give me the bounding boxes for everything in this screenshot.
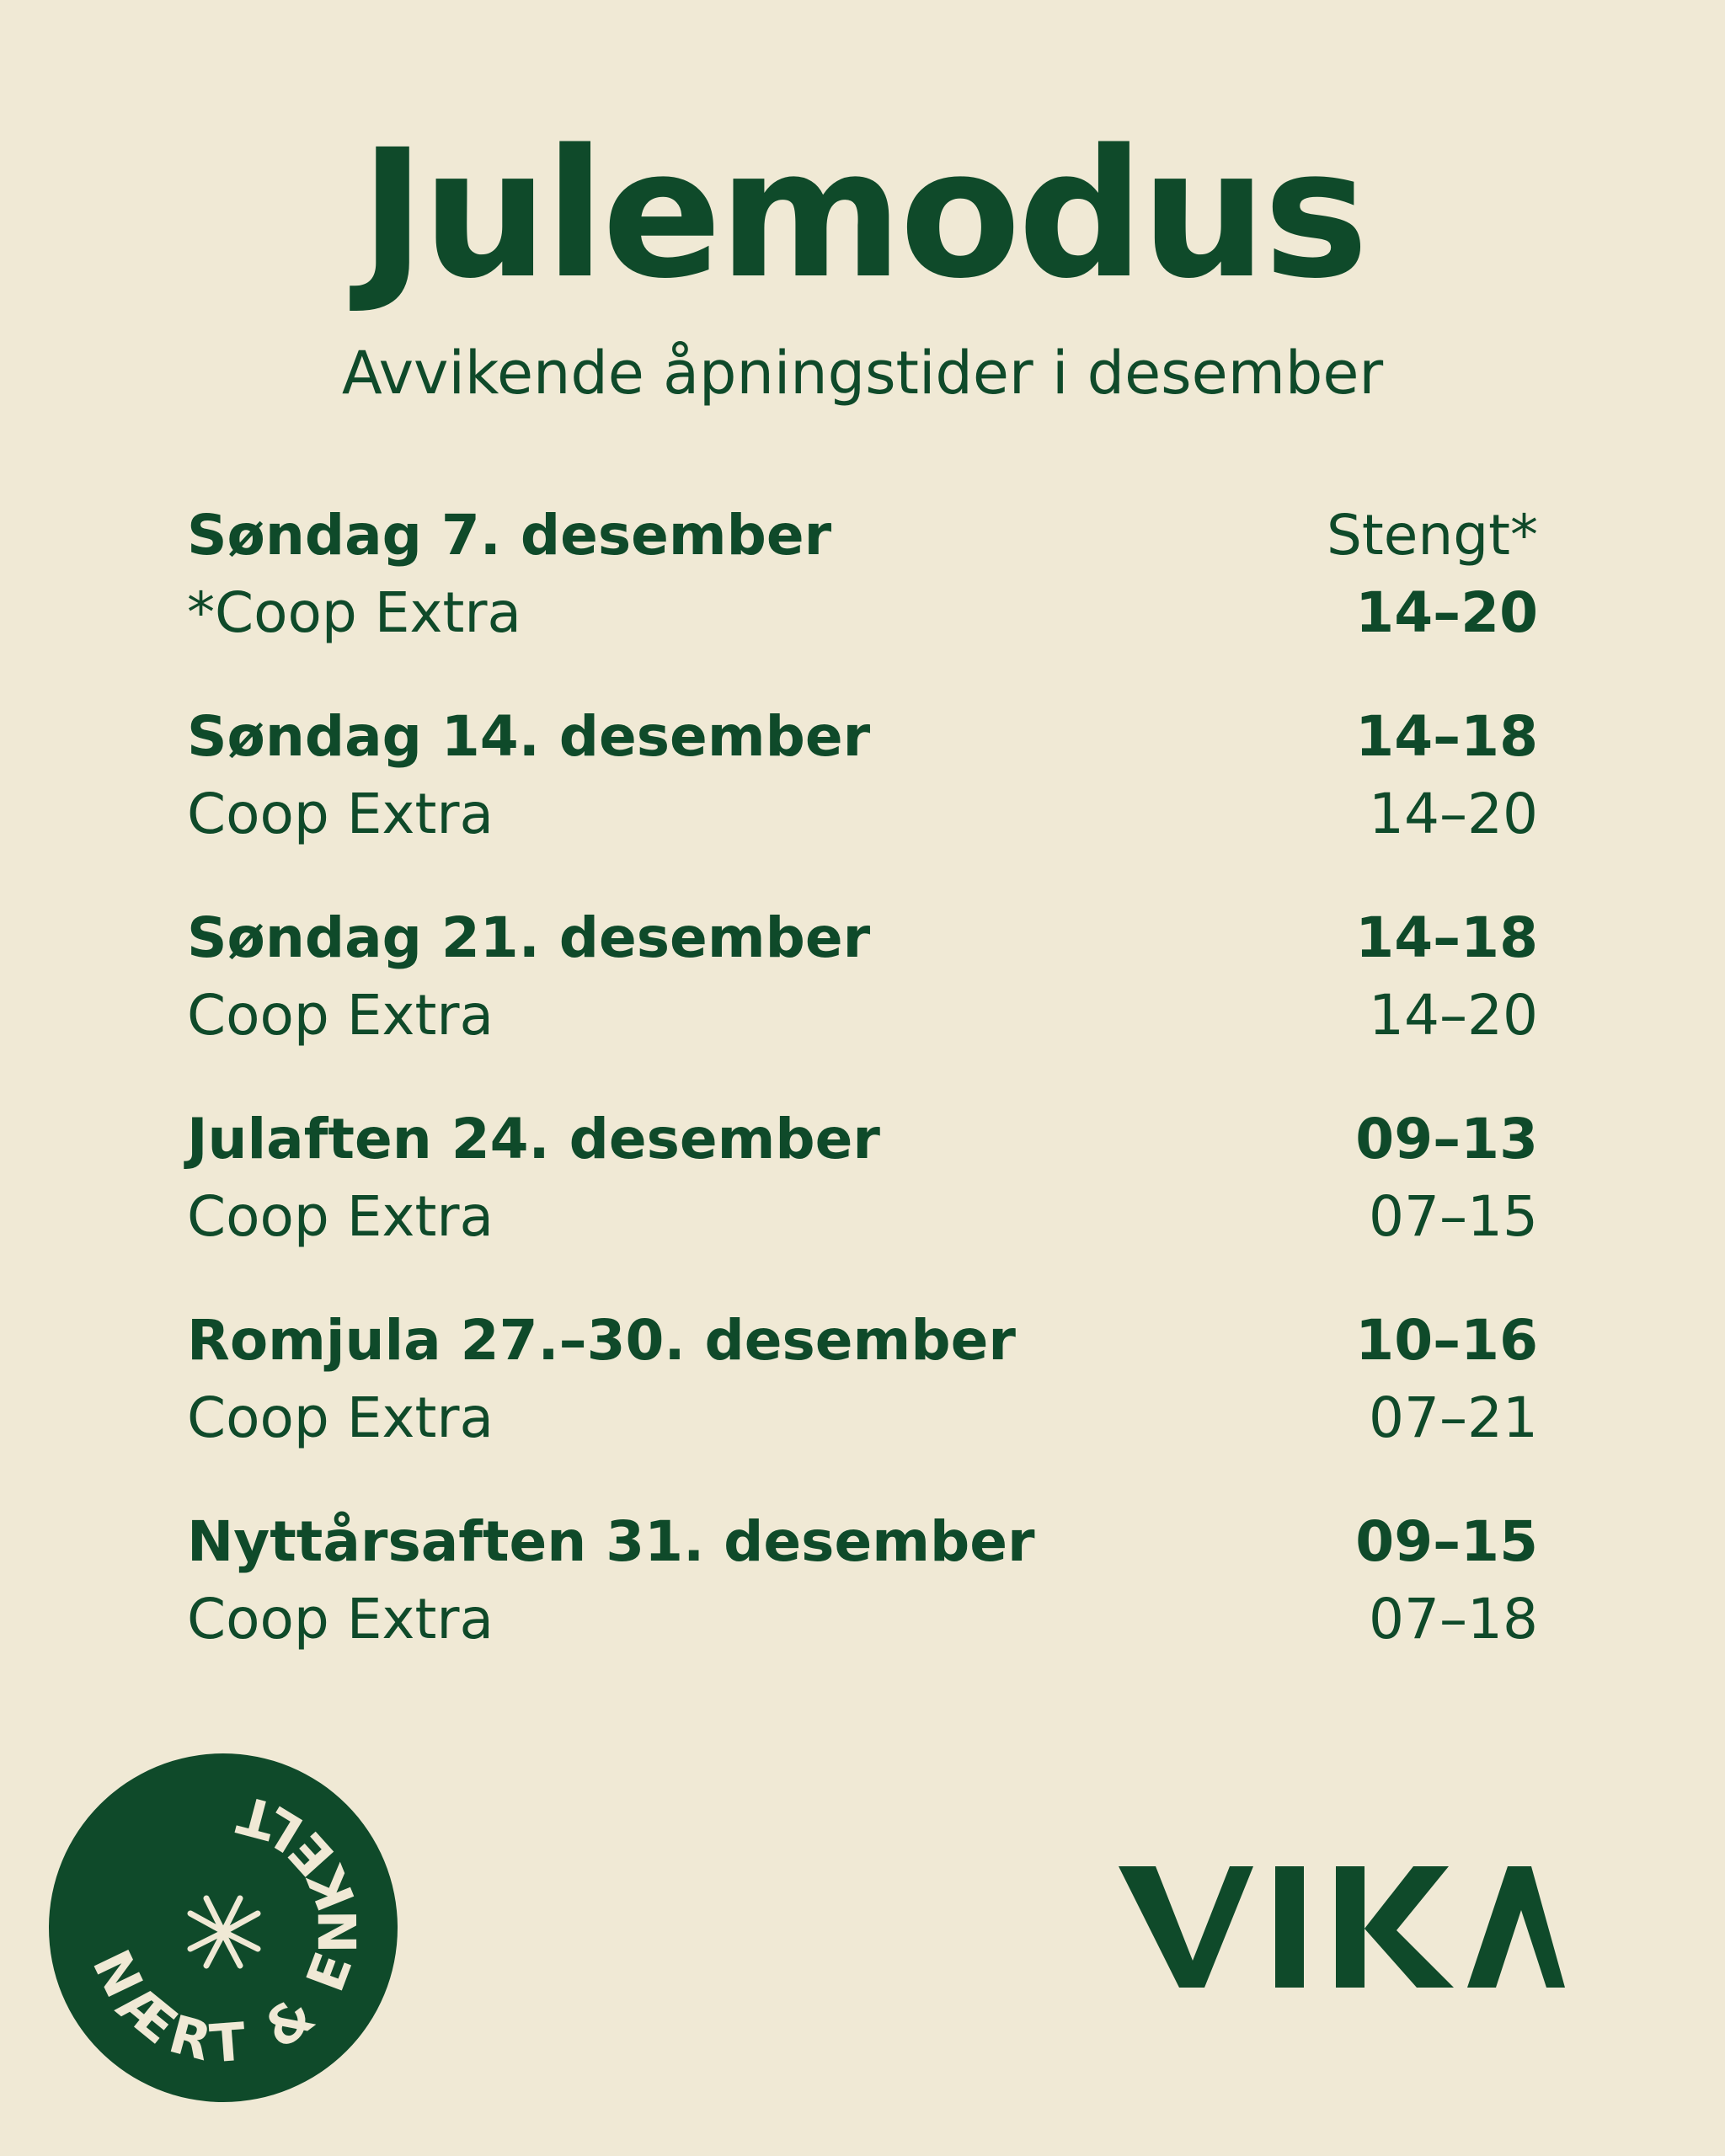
day-hours: 09–15 — [1355, 1509, 1538, 1574]
schedule-entry — [187, 1503, 1538, 1705]
store-hours: 14–20 — [1369, 782, 1538, 846]
day-label: Søndag 7. desember — [187, 503, 832, 568]
schedule-day-row — [187, 1302, 1538, 1380]
store-label: Coop Extra — [187, 1587, 494, 1652]
day-label: Søndag 14. desember — [187, 704, 871, 769]
schedule-day-row — [187, 497, 1538, 574]
store-label: Coop Extra — [187, 983, 494, 1048]
schedule-entry — [187, 1302, 1538, 1503]
schedule-day-row — [187, 1503, 1538, 1581]
page-subtitle: Avvikende åpningstider i desember — [341, 339, 1384, 408]
day-hours: 10–16 — [1355, 1308, 1538, 1373]
schedule-day-row — [187, 899, 1538, 977]
day-label: Søndag 21. desember — [187, 905, 871, 970]
store-hours: 07–15 — [1369, 1184, 1538, 1249]
schedule-day-row — [187, 698, 1538, 776]
day-hours: 14–18 — [1355, 704, 1538, 769]
store-label: *Coop Extra — [187, 580, 521, 645]
naert-enkelt-badge — [49, 1753, 398, 2102]
store-hours: 07–18 — [1369, 1587, 1538, 1652]
day-label: Romjula 27.–30. desember — [187, 1308, 1016, 1373]
vika-logo — [1119, 1860, 1565, 1994]
day-hours: 14–18 — [1355, 905, 1538, 970]
page-title: Julemodus — [360, 111, 1365, 318]
schedule-store-row — [187, 776, 1538, 853]
store-label: Coop Extra — [187, 1385, 494, 1450]
schedule-day-row — [187, 1101, 1538, 1178]
schedule-store-row — [187, 977, 1538, 1054]
store-hours: 14–20 — [1355, 580, 1538, 645]
schedule-store-row — [187, 1178, 1538, 1256]
day-hours: 09–13 — [1355, 1107, 1538, 1171]
day-label: Nyttårsaften 31. desember — [187, 1509, 1035, 1574]
schedule-store-row — [187, 574, 1538, 652]
store-hours: 14–20 — [1369, 983, 1538, 1048]
store-label: Coop Extra — [187, 782, 494, 846]
schedule-store-row — [187, 1380, 1538, 1457]
schedule-store-row — [187, 1581, 1538, 1658]
store-label: Coop Extra — [187, 1184, 494, 1249]
day-label: Julaften 24. desember — [187, 1107, 880, 1171]
badge-text: NÆRT & ENKELT — [80, 1781, 370, 2075]
opening-hours-list — [187, 497, 1538, 1705]
store-hours: 07–21 — [1369, 1385, 1538, 1450]
schedule-entry — [187, 899, 1538, 1101]
schedule-entry — [187, 1101, 1538, 1302]
schedule-entry — [187, 497, 1538, 698]
day-hours: Stengt* — [1327, 503, 1538, 568]
schedule-entry — [187, 698, 1538, 899]
